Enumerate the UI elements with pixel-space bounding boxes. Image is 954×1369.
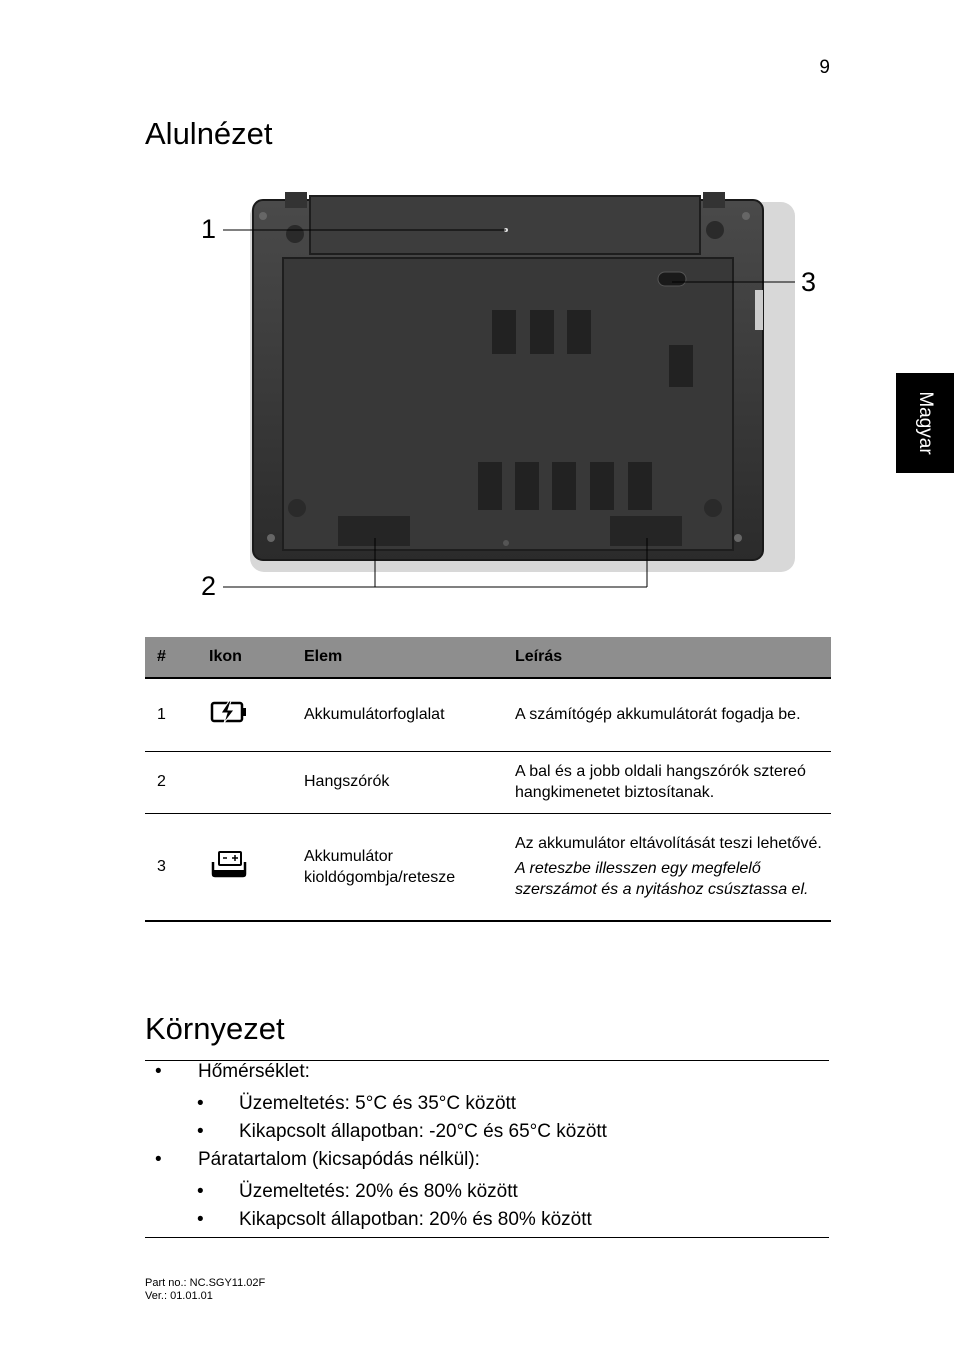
list-item-text: Kikapcsolt állapotban: -20°C és 65°C között	[239, 1121, 607, 1142]
battery-icon	[209, 698, 249, 726]
row-number: 2	[145, 751, 197, 813]
header-icon: Ikon	[197, 637, 292, 678]
row-icon-cell	[197, 813, 292, 921]
bullet: •	[155, 1061, 162, 1082]
row-item-text: Akkumulátor kioldógombja/retesze	[304, 847, 456, 886]
battery-release-icon	[209, 849, 249, 879]
list-item-text: Páratartalom (kicsapódás nélkül):	[198, 1149, 480, 1170]
table-row	[145, 813, 831, 921]
part-number: Part no.: NC.SGY11.02F	[145, 1277, 266, 1289]
row-description-note: A reteszbe illesszen egy megfelelő szerszámot és a nyitáshoz csúsztassa el.	[515, 860, 809, 899]
row-description: A számítógép akkumulátorát fogadja be.	[503, 678, 831, 751]
row-number: 3	[145, 813, 197, 921]
row-item: Hangszórók	[292, 751, 503, 813]
laptop-bottom-view-figure	[195, 190, 835, 610]
section-title-environment: Környezet	[145, 1011, 285, 1046]
component-table	[145, 637, 831, 922]
bullet: •	[197, 1181, 204, 1202]
version: Ver.: 01.01.01	[145, 1290, 213, 1302]
bullet: •	[197, 1121, 204, 1142]
list-item-text: Kikapcsolt állapotban: 20% és 80% között	[239, 1209, 592, 1230]
header-item: Elem	[292, 637, 503, 678]
divider-bottom	[145, 1237, 829, 1238]
row-number: 1	[145, 678, 197, 751]
row-description	[503, 813, 831, 921]
bullet: •	[197, 1093, 204, 1114]
footer	[145, 1277, 265, 1303]
row-item: Akkumulátorfoglalat	[292, 678, 503, 751]
table-row	[145, 751, 831, 813]
bullet: •	[155, 1149, 162, 1170]
row-description	[503, 751, 831, 813]
row-description-text: A bal és a jobb oldali hangszórók sztereó hangkimenetet biztosítanak.	[515, 763, 806, 801]
row-item	[292, 813, 503, 921]
list-item-text: Üzemeltetés: 5°C és 35°C között	[239, 1093, 517, 1114]
list-item-text: Hőmérséklet:	[198, 1061, 310, 1082]
laptop-bottom-illustration	[195, 190, 835, 610]
page-number: 9	[819, 57, 830, 78]
language-tab-label: Magyar	[915, 391, 936, 455]
header-number: #	[145, 637, 197, 678]
row-icon-cell	[197, 751, 292, 813]
header-description: Leírás	[503, 637, 831, 678]
callout-3: 3	[801, 267, 817, 297]
table-header-row	[145, 637, 831, 678]
row-description-text: Az akkumulátor eltávolítását teszi lehetővé.	[515, 835, 822, 853]
bullet: •	[197, 1209, 204, 1230]
callout-2: 2	[201, 571, 217, 601]
table-row	[145, 678, 831, 751]
language-tab	[896, 373, 954, 473]
callout-1: 1	[201, 214, 217, 244]
section-title-bottom-view: Alulnézet	[145, 116, 273, 151]
list-item-text: Üzemeltetés: 20% és 80% között	[239, 1181, 518, 1202]
row-icon-cell	[197, 678, 292, 751]
